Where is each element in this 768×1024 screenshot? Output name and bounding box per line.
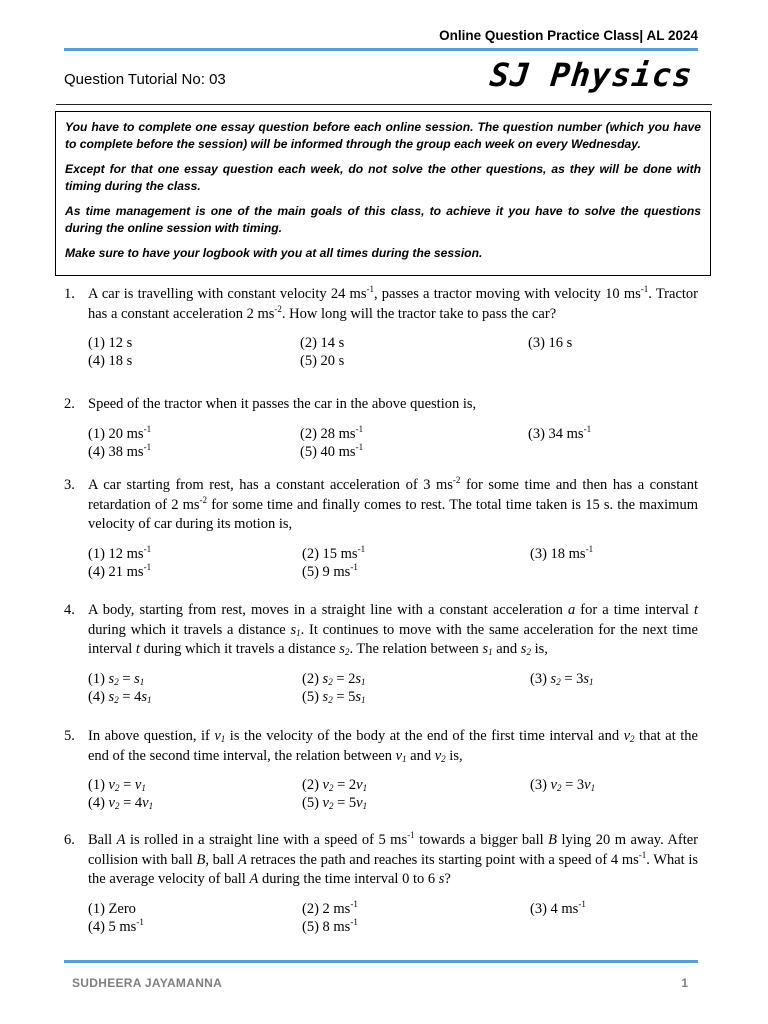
question-text: Ball A is rolled in a straight line with a speed of 5 $ms^{-1}$ towards a bigger ball B lying 20 m away. After collision with ball B, ball A retraces the path and reaches its starting point with a speed of 4 $ms^{-1}$. What is the average velocity of ball A during the time interval 0 to 6 s? (88, 830, 699, 887)
answer-option-5: (5) 9 $ms^{-1}$ (302, 561, 358, 580)
question-text: A body, starting from rest, moves in a straight line with a constant acceleration a for a time interval t during which it travels a distance $s_1$. It continues to move with the same acceleration for the next time interval t during which it travels a distance $s_2$. The relation between $s_1$ and $s_2$ is, (88, 602, 699, 657)
answer-options (88, 900, 698, 936)
answer-option-1: (1) Zero (88, 900, 136, 917)
question-2 (64, 395, 698, 461)
question-3 (64, 476, 698, 581)
instructions-box (55, 111, 711, 276)
answer-option-1: (1) $v_2 = v_1$ (88, 777, 146, 793)
answer-option-1: (1) 12 $ms^{-1}$ (88, 543, 152, 562)
answer-option-4: (4) 21 $ms^{-1}$ (88, 561, 152, 580)
question-number: 2. (64, 396, 75, 412)
question-text: In above question, if $v_1$ is the velocity of the body at the end of the first time interval and $v_2$ that at the end of the second time interval, the relation between $v_1$ and $v_2$ is, (88, 728, 698, 764)
footer-rule (64, 960, 698, 963)
class-title: Online Question Practice Class| AL 2024 (439, 28, 698, 43)
page-number: 1 (681, 976, 688, 990)
question-5 (64, 727, 698, 812)
answer-option-2: (2) 2 $ms^{-1}$ (302, 898, 358, 917)
answer-option-3: (3) 16 s (528, 335, 573, 351)
answer-option-3: (3) 4 $ms^{-1}$ (530, 898, 586, 917)
answer-option-2: (2) $v_2 = 2v_1$ (302, 777, 368, 793)
answer-option-2: (2) 28 $ms^{-1}$ (300, 423, 364, 442)
answer-option-4: (4) 18 s (88, 353, 133, 369)
answer-options (88, 425, 698, 461)
answer-option-4: (4) 38 $ms^{-1}$ (88, 441, 152, 460)
answer-options (88, 776, 698, 812)
instruction-3: As time management is one of the main goals of this class, to achieve it you have to solve the questions during the online session with timing. (65, 204, 701, 235)
question-number: 3. (64, 477, 75, 493)
answer-option-4: (4) $v_2 = 4v_1$ (88, 795, 154, 811)
answer-option-1: (1) $s_2 = s_1$ (88, 670, 145, 687)
answer-option-5: (5) 40 $ms^{-1}$ (300, 441, 364, 460)
question-text: A car is travelling with constant velocity 24 $ms^{-1}$, passes a tractor moving with velocity 10 $ms^{-1}$. Tractor has a constant acceleration 2 $ms^{-2}$. How long will the tractor take to pass the car? (88, 284, 698, 322)
question-1 (64, 285, 698, 370)
answer-option-1: (1) 20 $ms^{-1}$ (88, 423, 152, 442)
brand-logo: SJ Physics (488, 56, 695, 94)
answer-option-4: (4) $s_2 = 4s_1$ (88, 688, 152, 705)
question-number: 1. (64, 286, 75, 302)
answer-option-2: (2) $s_2 = 2s_1$ (302, 670, 366, 687)
instruction-1: You have to complete one essay question before each online session. The question number (which you have to complete before the session) will be informed through the group each week on every Wednesday. (65, 120, 701, 151)
answer-option-3: (3) $s_2 = 3s_1$ (530, 670, 594, 687)
answer-option-1: (1) 12 s (88, 335, 133, 351)
answer-option-2: (2) 14 s (300, 335, 345, 351)
answer-option-3: (3) $v_2 = 3v_1$ (530, 777, 596, 793)
instruction-4: Make sure to have your logbook with you at all times during the session. (65, 246, 483, 260)
header-rule (64, 48, 698, 51)
footer-author: SUDHEERA JAYAMANNA (72, 976, 223, 990)
instruction-2: Except for that one essay question each week, do not solve the other questions, as they will be done with timing during the class. (65, 162, 701, 193)
question-number: 4. (64, 602, 75, 618)
answer-option-3: (3) 34 $ms^{-1}$ (528, 423, 592, 442)
question-text: A car starting from rest, has a constant acceleration of 3 $ms^{-2}$ for some time and then has a constant retardation of 2 $ms^{-2}$ for some time and finally comes to rest. The total time taken is 15 s. the maximum velocity of car during its motion is, (88, 475, 698, 532)
question-number: 5. (64, 728, 75, 744)
question-6 (64, 831, 698, 936)
answer-option-5: (5) 20 s (300, 353, 345, 369)
answer-options (88, 334, 698, 370)
answer-options (88, 545, 698, 581)
question-text: Speed of the tractor when it passes the car in the above question is, (88, 396, 477, 412)
tutorial-number: Question Tutorial No: 03 (64, 71, 226, 88)
question-4 (64, 601, 698, 706)
answer-option-3: (3) 18 $ms^{-1}$ (530, 543, 594, 562)
answer-option-5: (5) $v_2 = 5v_1$ (302, 795, 368, 811)
answer-option-5: (5) $s_2 = 5s_1$ (302, 688, 366, 705)
answer-option-2: (2) 15 $ms^{-1}$ (302, 543, 366, 562)
question-number: 6. (64, 832, 75, 848)
header-divider (56, 104, 712, 105)
answer-options (88, 670, 698, 706)
answer-option-5: (5) 8 $ms^{-1}$ (302, 916, 358, 935)
answer-option-4: (4) 5 $ms^{-1}$ (88, 916, 144, 935)
